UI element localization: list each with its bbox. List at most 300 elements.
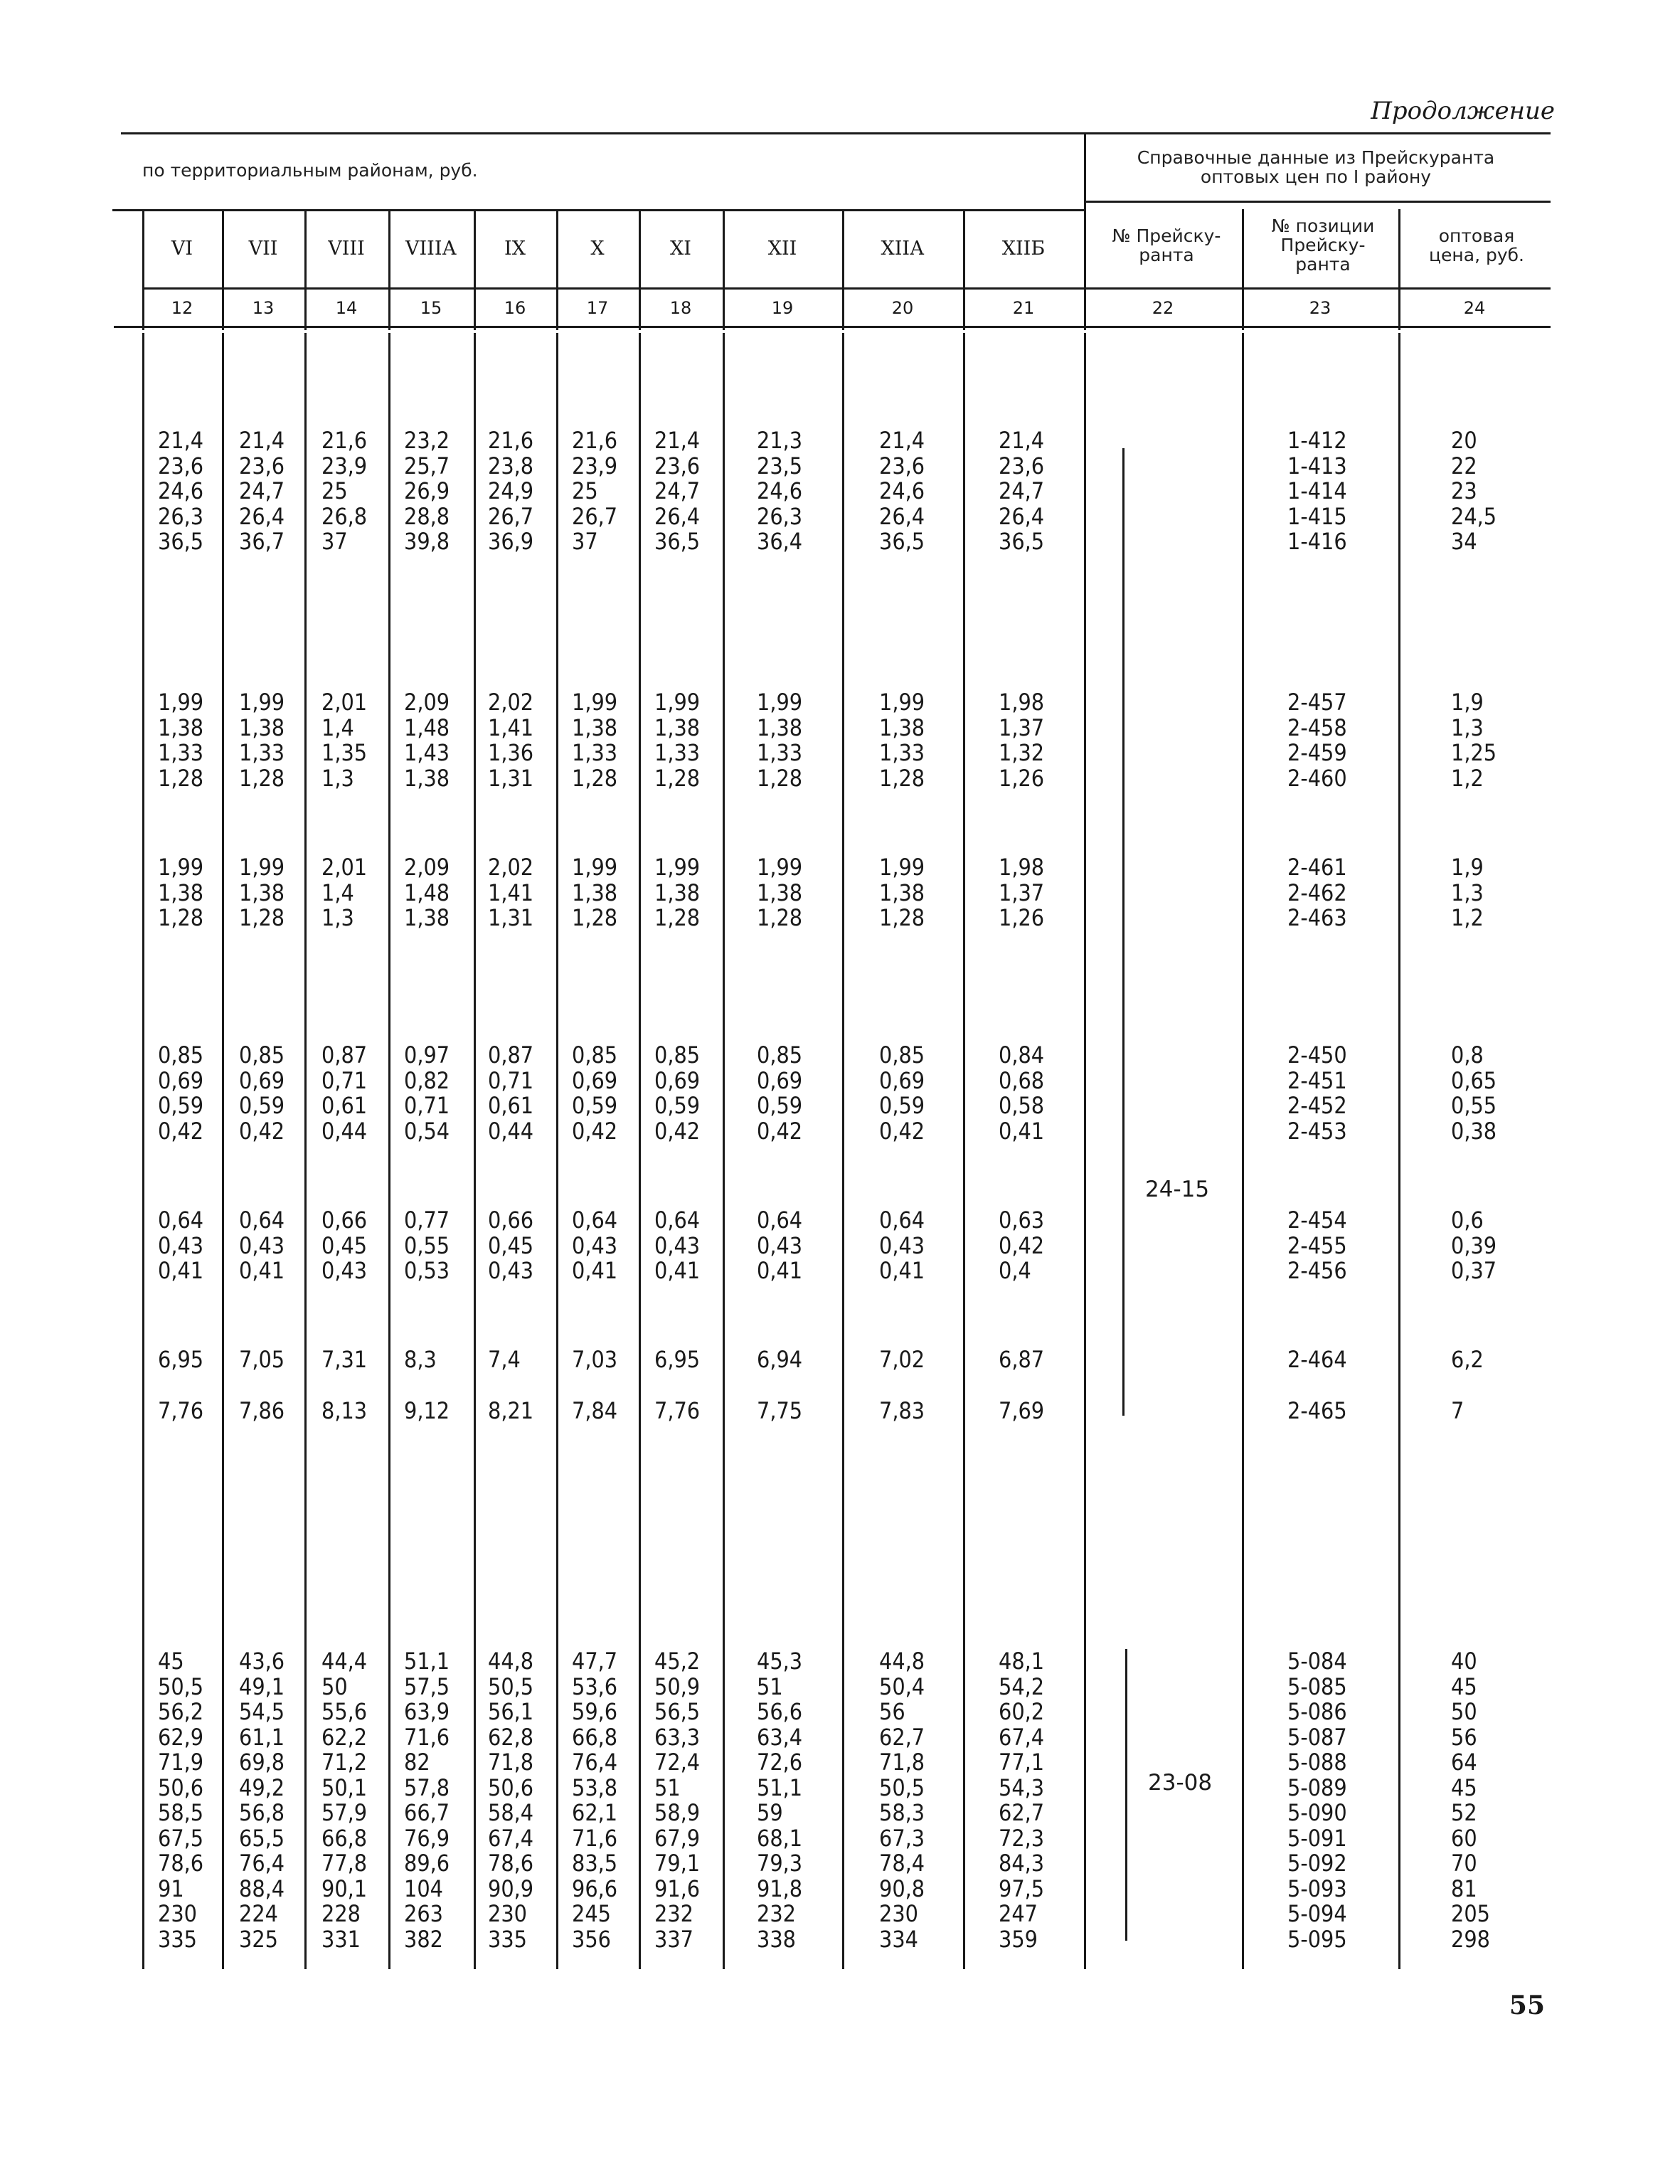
table-cell: 7 <box>1451 1397 1464 1424</box>
group-6-column-18 <box>654 1347 700 1373</box>
table-cell: 25 <box>321 477 348 504</box>
table-cell: 1,31 <box>488 904 534 931</box>
table-cell: 2-459 <box>1287 739 1347 766</box>
table-cell: 7,86 <box>239 1397 285 1424</box>
table-cell: 1,48 <box>404 879 450 906</box>
table-cell: 0,69 <box>757 1066 803 1094</box>
header-column-rule <box>142 209 144 330</box>
table-cell: 337 <box>654 1925 693 1953</box>
table-cell: 2-450 <box>1287 1041 1347 1069</box>
table-cell: 48,1 <box>999 1648 1045 1675</box>
table-cell: 7,05 <box>239 1346 285 1373</box>
table-cell: 1,99 <box>239 689 285 716</box>
body-column-rule <box>1242 333 1244 1969</box>
table-cell: 5-088 <box>1287 1749 1347 1776</box>
table-cell: 0,85 <box>654 1041 701 1069</box>
table-cell: 76,9 <box>404 1824 450 1852</box>
table-cell: 1,38 <box>654 714 701 741</box>
table-cell: 0,85 <box>572 1041 618 1069</box>
table-cell: 24,7 <box>654 477 701 504</box>
table-cell: 1,99 <box>239 854 285 881</box>
table-cell: 230 <box>488 1900 527 1927</box>
group-3-column-18 <box>654 855 700 931</box>
table-cell: 6,95 <box>654 1346 701 1373</box>
group-5-column-14 <box>321 1208 367 1284</box>
table-cell: 50,6 <box>488 1774 534 1801</box>
table-cell: 0,59 <box>158 1092 204 1119</box>
table-cell: 36,7 <box>239 528 285 555</box>
group-5-column-19 <box>757 1208 802 1284</box>
table-cell: 0,54 <box>404 1117 450 1145</box>
table-cell: 0,41 <box>757 1257 803 1284</box>
table-cell: 96,6 <box>572 1875 618 1902</box>
table-cell: 58,5 <box>158 1799 204 1826</box>
body-column-rule <box>304 333 307 1969</box>
table-cell: 2-465 <box>1287 1397 1347 1424</box>
body-column-rule <box>142 333 144 1969</box>
group-3-column-13 <box>239 855 285 931</box>
header-column-rule <box>304 209 307 330</box>
table-cell: 1,37 <box>999 714 1045 741</box>
table-cell: 335 <box>158 1925 197 1953</box>
table-cell: 1-415 <box>1287 502 1347 530</box>
group-4-column-18 <box>654 1043 700 1144</box>
table-cell: 0,87 <box>321 1041 368 1069</box>
table-cell: 24,6 <box>879 477 925 504</box>
table-cell: 0,43 <box>757 1231 803 1259</box>
table-cell: 1,33 <box>654 739 701 766</box>
table-cell: 224 <box>239 1900 278 1927</box>
table-cell: 67,5 <box>158 1824 204 1852</box>
table-cell: 2-451 <box>1287 1066 1347 1094</box>
group-1-column-20 <box>879 428 925 555</box>
table-cell: 1,33 <box>239 739 285 766</box>
table-cell: 21,6 <box>488 427 534 454</box>
table-cell: 0,69 <box>654 1066 701 1094</box>
table-cell: 72,3 <box>999 1824 1045 1852</box>
table-cell: 23,8 <box>488 452 534 479</box>
table-cell: 22 <box>1451 452 1477 479</box>
table-cell: 53,6 <box>572 1673 618 1700</box>
table-cell: 298 <box>1451 1925 1490 1953</box>
table-cell: 21,6 <box>321 427 368 454</box>
table-cell: 7,31 <box>321 1346 368 1373</box>
table-cell: 50 <box>1451 1698 1477 1725</box>
page-number: 55 <box>1509 1990 1545 2020</box>
table-cell: 0,59 <box>757 1092 803 1119</box>
table-cell: 77,8 <box>321 1850 368 1877</box>
group-2-column-23 <box>1287 690 1347 791</box>
table-cell: 7,76 <box>654 1397 701 1424</box>
table-cell: 44,8 <box>488 1648 534 1675</box>
table-cell: 0,63 <box>999 1207 1045 1234</box>
table-cell: 88,4 <box>239 1875 285 1902</box>
table-cell: 0,64 <box>239 1207 285 1234</box>
group-6-column-14 <box>321 1347 367 1373</box>
group-1-column-16 <box>488 428 533 555</box>
table-cell: 71,8 <box>488 1749 534 1776</box>
table-cell: 0,45 <box>488 1231 534 1259</box>
group-7-column-20 <box>879 1399 925 1424</box>
group-3-column-16 <box>488 855 533 931</box>
group-4-column-13 <box>239 1043 285 1144</box>
table-cell: 21,3 <box>757 427 803 454</box>
column-number-2: 13 <box>252 298 275 318</box>
table-cell: 45 <box>158 1648 184 1675</box>
table-cell: 1,28 <box>158 764 204 792</box>
table-cell: 0,42 <box>654 1117 701 1145</box>
table-cell: 1,36 <box>488 739 534 766</box>
table-cell: 1,28 <box>757 764 803 792</box>
table-cell: 78,6 <box>488 1850 534 1877</box>
body-column-rule <box>723 333 725 1969</box>
table-cell: 71,6 <box>572 1824 618 1852</box>
group-8-column-23 <box>1287 1649 1347 1952</box>
header-column-rule <box>723 209 725 330</box>
group-7-column-18 <box>654 1399 700 1424</box>
table-cell: 0,85 <box>158 1041 204 1069</box>
table-cell: 54,5 <box>239 1698 285 1725</box>
group-4-column-21 <box>999 1043 1044 1144</box>
table-cell: 58,4 <box>488 1799 534 1826</box>
table-cell: 23,9 <box>321 452 368 479</box>
table-cell: 1,28 <box>239 904 285 931</box>
table-cell: 56 <box>1451 1723 1477 1751</box>
table-cell: 26,7 <box>572 502 618 530</box>
table-cell: 0,41 <box>654 1257 701 1284</box>
table-cell: 0,69 <box>158 1066 204 1094</box>
group-6-column-21 <box>999 1347 1044 1373</box>
table-cell: 2,09 <box>404 689 450 716</box>
table-cell: 0,42 <box>158 1117 204 1145</box>
group-2-column-24 <box>1451 690 1496 791</box>
table-cell: 2-464 <box>1287 1346 1347 1373</box>
table-cell: 58,3 <box>879 1799 925 1826</box>
col22-header: № Прейску- ранта <box>1112 226 1221 265</box>
column-number-13: 24 <box>1463 298 1486 318</box>
table-cell: 0,55 <box>1451 1092 1497 1119</box>
group-1-column-23 <box>1287 428 1347 555</box>
group-5-column-13 <box>239 1208 285 1284</box>
table-cell: 0,43 <box>572 1231 618 1259</box>
table-cell: 0,53 <box>404 1257 450 1284</box>
table-cell: 56,2 <box>158 1698 204 1725</box>
table-cell: 36,5 <box>879 528 925 555</box>
table-cell: 50 <box>321 1673 348 1700</box>
table-cell: 49,1 <box>239 1673 285 1700</box>
group-8-column-21 <box>999 1649 1044 1952</box>
table-cell: 0,64 <box>757 1207 803 1234</box>
table-cell: 34 <box>1451 528 1477 555</box>
table-cell: 24,9 <box>488 477 534 504</box>
table-cell: 25 <box>572 477 598 504</box>
group-8-column-12 <box>158 1649 203 1952</box>
table-cell: 67,3 <box>879 1824 925 1852</box>
table-cell: 232 <box>757 1900 796 1927</box>
colnum-rule <box>142 287 1551 290</box>
table-cell: 62,1 <box>572 1799 618 1826</box>
table-cell: 0,84 <box>999 1041 1045 1069</box>
table-cell: 1,28 <box>654 904 701 931</box>
table-cell: 24,5 <box>1451 502 1497 530</box>
group-7-column-19 <box>757 1399 802 1424</box>
table-cell: 7,02 <box>879 1346 925 1373</box>
table-cell: 1,38 <box>879 879 925 906</box>
group-1-column-21 <box>999 428 1044 555</box>
table-cell: 1,38 <box>239 714 285 741</box>
group-3-column-17 <box>572 855 617 931</box>
table-cell: 0,58 <box>999 1092 1045 1119</box>
group-5-column-20 <box>879 1208 925 1284</box>
table-cell: 0,97 <box>404 1041 450 1069</box>
table-cell: 1,38 <box>572 714 618 741</box>
table-cell: 66,8 <box>321 1824 368 1852</box>
group-2-column-18 <box>654 690 700 791</box>
group-5-column-17 <box>572 1208 617 1284</box>
table-cell: 50,5 <box>879 1774 925 1801</box>
table-cell: 0,37 <box>1451 1257 1497 1284</box>
table-cell: 72,4 <box>654 1749 701 1776</box>
table-cell: 1,99 <box>879 854 925 881</box>
group-5-column-18 <box>654 1208 700 1284</box>
table-cell: 2-460 <box>1287 764 1347 792</box>
table-cell: 21,4 <box>158 427 204 454</box>
table-cell: 1,99 <box>158 689 204 716</box>
column-number-5: 16 <box>504 298 526 318</box>
table-cell: 26,4 <box>999 502 1045 530</box>
table-cell: 0,42 <box>879 1117 925 1145</box>
table-cell: 60 <box>1451 1824 1477 1852</box>
table-cell: 0,69 <box>879 1066 925 1094</box>
group-6-column-17 <box>572 1347 617 1373</box>
table-cell: 6,87 <box>999 1346 1045 1373</box>
table-cell: 77,1 <box>999 1749 1045 1776</box>
table-cell: 26,9 <box>404 477 450 504</box>
table-cell: 52 <box>1451 1799 1477 1826</box>
table-cell: 0,59 <box>879 1092 925 1119</box>
table-cell: 1,2 <box>1451 904 1484 931</box>
table-cell: 23,5 <box>757 452 803 479</box>
table-cell: 71,2 <box>321 1749 368 1776</box>
table-cell: 50,1 <box>321 1774 368 1801</box>
table-cell: 0,6 <box>1451 1207 1484 1234</box>
table-cell: 0,42 <box>999 1231 1045 1259</box>
table-cell: 89,6 <box>404 1850 450 1877</box>
table-cell: 2,02 <box>488 854 534 881</box>
table-cell: 7,4 <box>488 1346 521 1373</box>
table-cell: 6,2 <box>1451 1346 1484 1373</box>
table-cell: 2,09 <box>404 854 450 881</box>
body-column-rule <box>1398 333 1400 1969</box>
table-cell: 63,3 <box>654 1723 701 1751</box>
table-cell: 71,9 <box>158 1749 204 1776</box>
table-cell: 36,5 <box>654 528 701 555</box>
table-cell: 21,6 <box>572 427 618 454</box>
table-cell: 0,41 <box>879 1257 925 1284</box>
table-cell: 23 <box>1451 477 1477 504</box>
group-7-column-13 <box>239 1399 285 1424</box>
table-cell: 62,2 <box>321 1723 368 1751</box>
table-cell: 2-456 <box>1287 1257 1347 1284</box>
header-column-rule <box>388 209 390 330</box>
table-cell: 62,7 <box>879 1723 925 1751</box>
table-cell: 76,4 <box>239 1850 285 1877</box>
header-column-rule <box>1242 209 1244 330</box>
table-cell: 43,6 <box>239 1648 285 1675</box>
group-1-column-17 <box>572 428 617 555</box>
table-cell: 8,21 <box>488 1397 534 1424</box>
table-cell: 50,9 <box>654 1673 701 1700</box>
group-8-column-15 <box>404 1649 450 1952</box>
header-column-rule <box>222 209 224 330</box>
table-cell: 1,99 <box>879 689 925 716</box>
group-4-column-16 <box>488 1043 533 1144</box>
table-cell: 24,7 <box>239 477 285 504</box>
group-4-column-19 <box>757 1043 802 1144</box>
table-cell: 1,28 <box>879 764 925 792</box>
table-cell: 1,32 <box>999 739 1045 766</box>
table-cell: 90,8 <box>879 1875 925 1902</box>
table-cell: 1,37 <box>999 879 1045 906</box>
table-cell: 0,38 <box>1451 1117 1497 1145</box>
table-cell: 36,5 <box>158 528 204 555</box>
reference-block-rule <box>1084 132 1086 211</box>
table-cell: 0,44 <box>488 1117 534 1145</box>
table-cell: 1,33 <box>158 739 204 766</box>
column-number-7: 18 <box>669 298 692 318</box>
table-cell: 0,82 <box>404 1066 450 1094</box>
body-column-rule <box>474 333 476 1969</box>
table-cell: 7,75 <box>757 1397 803 1424</box>
table-cell: 1,28 <box>757 904 803 931</box>
table-cell: 50,5 <box>158 1673 204 1700</box>
column-number-1: 12 <box>171 298 193 318</box>
body-column-rule <box>388 333 390 1969</box>
table-cell: 1-414 <box>1287 477 1347 504</box>
table-cell: 1,26 <box>999 764 1045 792</box>
header-column-rule <box>1084 209 1086 330</box>
table-cell: 36,4 <box>757 528 803 555</box>
table-cell: 26,4 <box>879 502 925 530</box>
table-cell: 23,6 <box>239 452 285 479</box>
table-cell: 0,44 <box>321 1117 368 1145</box>
group-6-column-15 <box>404 1347 437 1373</box>
table-cell: 36,5 <box>999 528 1045 555</box>
table-cell: 51,1 <box>404 1648 450 1675</box>
group-7-column-14 <box>321 1399 367 1424</box>
group-3-column-21 <box>999 855 1044 931</box>
table-cell: 0,41 <box>999 1117 1045 1145</box>
table-cell: 2-462 <box>1287 879 1347 906</box>
table-cell: 0,66 <box>321 1207 368 1234</box>
header-column-rule <box>556 209 558 330</box>
reference-header: Справочные данные из Прейскуранта оптовых цен по I району <box>1137 147 1495 187</box>
table-cell: 5-087 <box>1287 1723 1347 1751</box>
col23-header: № позиции Прейску- ранта <box>1271 216 1375 275</box>
table-cell: 23,6 <box>654 452 701 479</box>
table-cell: 58,9 <box>654 1799 701 1826</box>
table-cell: 0,45 <box>321 1231 368 1259</box>
pricebook-24-15: 24-15 <box>1145 1177 1210 1202</box>
table-cell: 0,59 <box>572 1092 618 1119</box>
region-header-5: IX <box>504 238 526 260</box>
table-cell: 0,68 <box>999 1066 1045 1094</box>
table-cell: 45 <box>1451 1673 1477 1700</box>
group-7-column-16 <box>488 1399 533 1424</box>
table-cell: 57,8 <box>404 1774 450 1801</box>
table-cell: 23,6 <box>879 452 925 479</box>
group-5-column-23 <box>1287 1208 1347 1284</box>
group-4-column-17 <box>572 1043 617 1144</box>
table-cell: 356 <box>572 1925 611 1953</box>
table-cell: 1,38 <box>404 764 450 792</box>
body-column-rule <box>963 333 965 1969</box>
table-cell: 50,6 <box>158 1774 204 1801</box>
table-cell: 0,59 <box>654 1092 701 1119</box>
table-cell: 0,41 <box>239 1257 285 1284</box>
table-cell: 78,4 <box>879 1850 925 1877</box>
region-header-10: XIIБ <box>1001 238 1046 260</box>
region-header-4: VIIIА <box>405 238 457 260</box>
group-3-column-23 <box>1287 855 1347 931</box>
column-number-4: 15 <box>420 298 442 318</box>
table-cell: 0,85 <box>757 1041 803 1069</box>
table-cell: 45,2 <box>654 1648 701 1675</box>
table-cell: 6,95 <box>158 1346 204 1373</box>
table-cell: 68,1 <box>757 1824 803 1852</box>
table-cell: 56,6 <box>757 1698 803 1725</box>
table-cell: 24,7 <box>999 477 1045 504</box>
group-1-column-12 <box>158 428 203 555</box>
table-cell: 335 <box>488 1925 527 1953</box>
group-8-column-24 <box>1451 1649 1490 1952</box>
table-cell: 66,7 <box>404 1799 450 1826</box>
table-cell: 21,4 <box>879 427 925 454</box>
table-cell: 1,99 <box>757 854 803 881</box>
table-cell: 50,4 <box>879 1673 925 1700</box>
group-7-column-23 <box>1287 1399 1347 1424</box>
body-rule <box>114 326 1551 328</box>
table-cell: 1,38 <box>654 879 701 906</box>
table-cell: 1,38 <box>239 879 285 906</box>
table-cell: 0,41 <box>572 1257 618 1284</box>
table-cell: 91,8 <box>757 1875 803 1902</box>
table-cell: 2-457 <box>1287 689 1347 716</box>
body-column-rule <box>842 333 844 1969</box>
table-cell: 90,9 <box>488 1875 534 1902</box>
table-cell: 5-094 <box>1287 1900 1347 1927</box>
table-cell: 23,2 <box>404 427 450 454</box>
table-cell: 44,4 <box>321 1648 368 1675</box>
table-cell: 1,99 <box>654 854 701 881</box>
region-header-9: XIIА <box>881 238 925 260</box>
table-cell: 8,13 <box>321 1397 368 1424</box>
column-number-8: 19 <box>771 298 794 318</box>
pricebook-23-08: 23-08 <box>1148 1770 1213 1796</box>
table-cell: 1,41 <box>488 879 534 906</box>
table-cell: 205 <box>1451 1900 1490 1927</box>
table-cell: 1,4 <box>321 714 354 741</box>
table-cell: 7,76 <box>158 1397 204 1424</box>
table-cell: 104 <box>404 1875 443 1902</box>
table-cell: 26,8 <box>321 502 368 530</box>
column-number-11: 22 <box>1152 298 1174 318</box>
table-cell: 230 <box>158 1900 197 1927</box>
group-4-column-20 <box>879 1043 925 1144</box>
table-cell: 0,61 <box>488 1092 534 1119</box>
table-cell: 71,6 <box>404 1723 450 1751</box>
bracket-23-08 <box>1125 1649 1127 1941</box>
